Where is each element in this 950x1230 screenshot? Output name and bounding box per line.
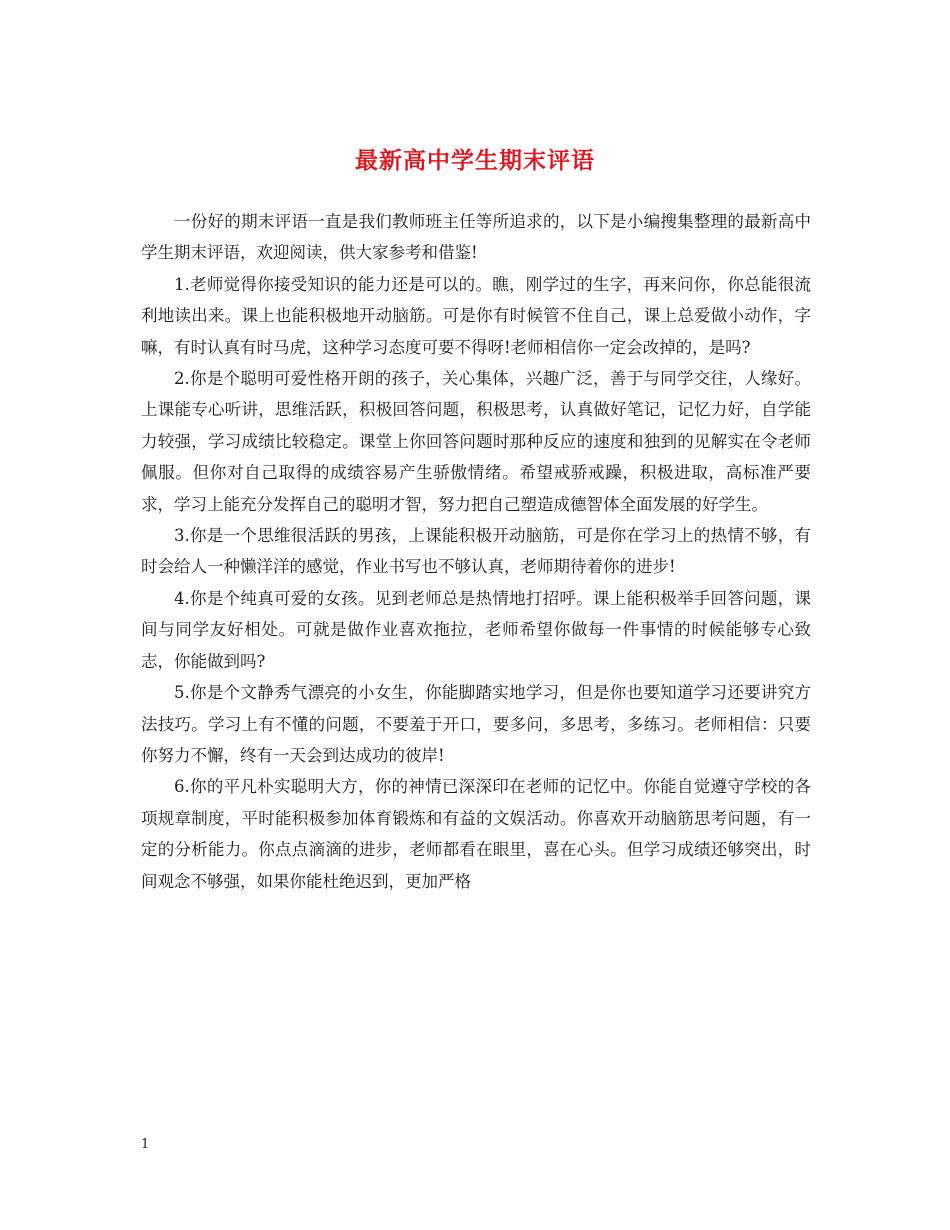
comment-paragraph-3: 3.你是一个思维很活跃的男孩，上课能积极开动脑筋，可是你在学习上的热情不够，有时会给人一种懒洋洋的感觉，作业书写也不够认真，老师期待着你的进步! <box>141 526 811 577</box>
page-number: 1 <box>141 1137 150 1152</box>
comment-paragraph-6: 6.你的平凡朴实聪明大方，你的神情已深深印在老师的记忆中。你能自觉遵守学校的各项规章制度，平时能积极参加体育锻炼和有益的文娱活动。你喜欢开动脑筋思考问题，有一定的分析能力。你点点滴滴的进步，老师都看在眼里，喜在心头。但学习成绩还够突出，时间观念不够强，如果你能杜绝迟到，更加严格 <box>141 777 811 891</box>
document-body <box>141 206 811 897</box>
comment-paragraph-1: 1.老师觉得你接受知识的能力还是可以的。瞧，刚学过的生字，再来问你，你总能很流利地读出来。课上也能积极地开动脑筋。可是你有时候管不住自己，课上总爱做小动作，字嘛，有时认真有时马虎，这种学习态度可要不得呀!老师相信你一定会改掉的，是吗? <box>141 274 811 357</box>
intro-paragraph: 一份好的期末评语一直是我们教师班主任等所追求的，以下是小编搜集整理的最新高中学生期末评语，欢迎阅读，供大家参考和借鉴! <box>141 212 811 263</box>
comment-paragraph-4: 4.你是个纯真可爱的女孩。见到老师总是热情地打招呼。课上能积极举手回答问题，课间与同学友好相处。可就是做作业喜欢拖拉，老师希望你做每一件事情的时候能够专心致志，你能做到吗? <box>141 588 811 671</box>
comment-paragraph-5: 5.你是个文静秀气漂亮的小女生，你能脚踏实地学习，但是你也要知道学习还要讲究方法技巧。学习上有不懂的问题，不要羞于开口，要多问，多思考，多练习。老师相信：只要你努力不懈，终有一天会到达成功的彼岸! <box>141 683 811 765</box>
document-title: 最新高中学生期末评语 <box>355 147 595 175</box>
comment-paragraph-2: 2.你是个聪明可爱性格开朗的孩子，关心集体，兴趣广泛，善于与同学交往，人缘好。上课能专心听讲，思维活跃，积极回答问题，积极思考，认真做好笔记，记忆力好，自学能力较强，学习成绩比较稳定。课堂上你回答问题时那种反应的速度和独到的见解实在令老师佩服。但你对自己取得的成绩容易产生骄傲情绪。希望戒骄戒躁，积极进取，高标准严要求，学习上能充分发挥自己的聪明才智，努力把自己塑造成德智体全面发展的好学生。 <box>141 369 811 514</box>
